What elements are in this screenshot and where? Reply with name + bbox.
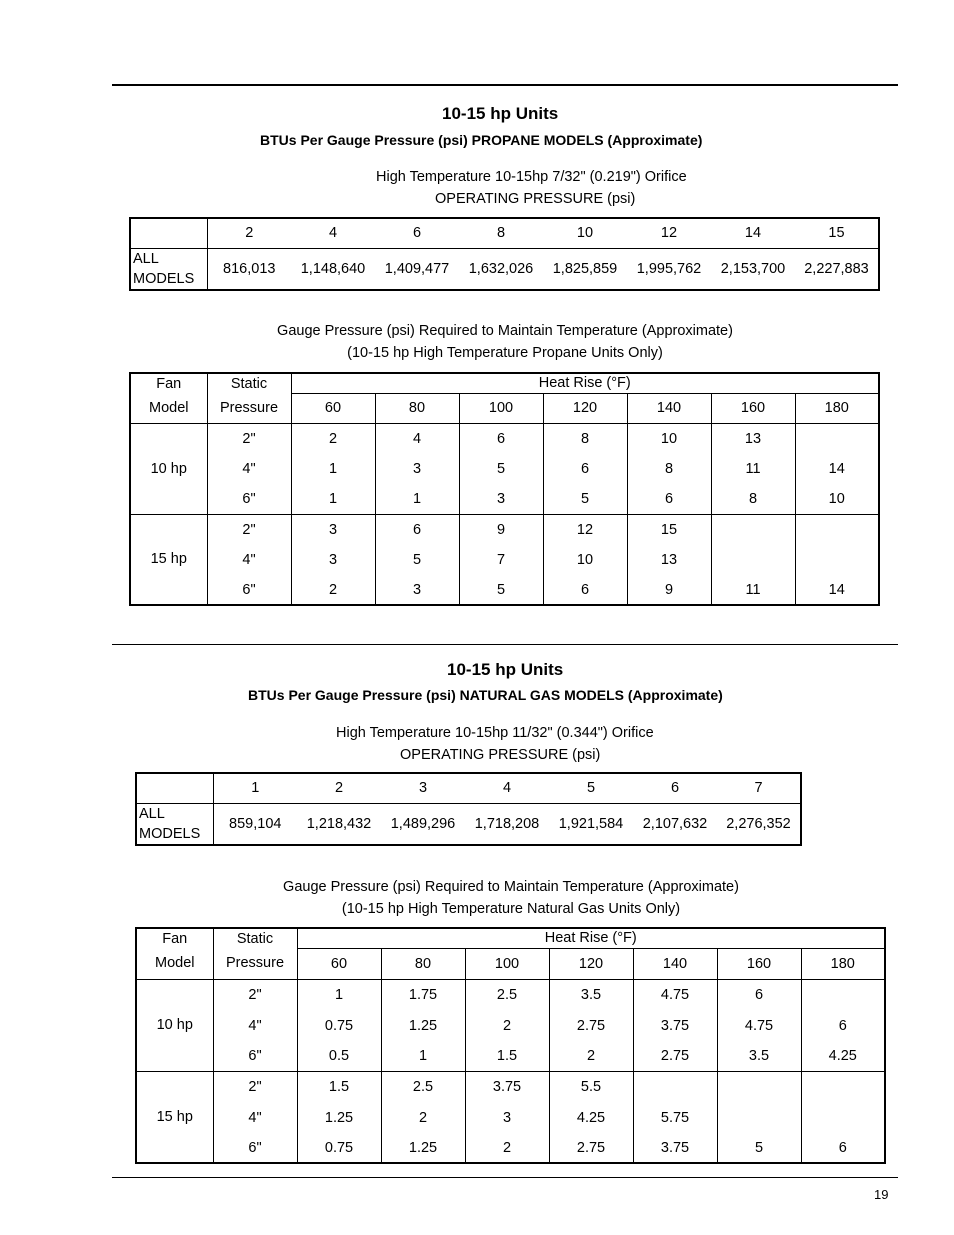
heat-rise-value: 160 (711, 393, 795, 423)
table-row (136, 979, 885, 1010)
gauge-value: 5 (717, 1133, 801, 1163)
gauge-value: 6 (627, 484, 711, 514)
gauge-value: 0.75 (297, 1133, 381, 1163)
heat-rise-value: 100 (459, 393, 543, 423)
gauge-value (801, 1102, 885, 1133)
gauge-value: 1.25 (381, 1133, 465, 1163)
natural-gas-btu-value-row (136, 803, 801, 845)
table-row (136, 1071, 885, 1102)
heat-rise-value: 120 (543, 393, 627, 423)
natural-gas-orifice-line: High Temperature 10-15hp 11/32" (0.344") Orifice (336, 725, 654, 741)
gauge-value: 2 (291, 423, 375, 454)
gauge-value: 2.75 (549, 1010, 633, 1041)
gauge-value: 14 (795, 575, 879, 605)
heat-rise-value: 180 (801, 948, 885, 979)
fan-header: Fan (156, 375, 182, 392)
btu-value: 2,276,352 (726, 815, 791, 832)
propane-btu-table (129, 217, 880, 291)
gauge-value: 2.5 (381, 1071, 465, 1102)
btu-value: 1,632,026 (468, 260, 534, 277)
table-row (130, 575, 879, 605)
model-header: Model (136, 948, 213, 979)
page-number: 19 (874, 1187, 889, 1202)
gauge-value: 1 (375, 484, 459, 514)
gauge-value: 6 (801, 1010, 885, 1041)
propane-gauge-header-row-2 (130, 393, 879, 423)
static-pressure-cell: 4" (213, 1102, 297, 1133)
gauge-value: 7 (459, 545, 543, 575)
table-row (136, 1102, 885, 1133)
propane-orifice-line: High Temperature 10-15hp 7/32" (0.219") Orifice (376, 169, 687, 185)
heat-rise-value: 60 (297, 948, 381, 979)
gauge-value: 3 (459, 484, 543, 514)
propane-operating-pressure-label: OPERATING PRESSURE (psi) (435, 191, 636, 207)
heat-rise-value: 80 (375, 393, 459, 423)
table-row (130, 514, 879, 545)
gauge-value (795, 545, 879, 575)
btu-value: 1,218,432 (306, 815, 372, 832)
gauge-value: 1.5 (297, 1071, 381, 1102)
gauge-value: 4.75 (717, 1010, 801, 1041)
static-header: Static (207, 373, 291, 393)
gauge-value: 1 (291, 454, 375, 484)
btu-value: 816,013 (207, 248, 291, 290)
gauge-value: 13 (627, 545, 711, 575)
static-pressure-cell: 6" (213, 1041, 297, 1071)
gauge-value (711, 545, 795, 575)
heat-rise-value: 140 (633, 948, 717, 979)
pressure-header: 4 (291, 218, 375, 248)
gauge-value: 3 (375, 575, 459, 605)
btu-value: 1,148,640 (300, 260, 366, 277)
gauge-value (717, 1102, 801, 1133)
gauge-value: 3.75 (465, 1071, 549, 1102)
btu-value: 2,107,632 (642, 815, 708, 832)
gauge-value: 1 (297, 979, 381, 1010)
gauge-value: 1.25 (381, 1010, 465, 1041)
all-models-line1: ALL (133, 250, 159, 267)
gauge-value: 6 (543, 575, 627, 605)
table-row (136, 1041, 885, 1071)
pressure-header: 14 (711, 218, 795, 248)
btu-value: 2,153,700 (720, 260, 786, 277)
gauge-value: 2 (549, 1041, 633, 1071)
heat-rise-value: 120 (549, 948, 633, 979)
btu-value: 1,409,477 (384, 260, 450, 277)
gauge-value: 3 (375, 454, 459, 484)
gauge-value: 3 (291, 514, 375, 545)
static-pressure-cell: 2" (207, 514, 291, 545)
fan-header: Fan (162, 930, 188, 947)
gauge-value (711, 514, 795, 545)
natural-gas-gauge-caption-line2: (10-15 hp High Temperature Natural Gas Units Only) (341, 901, 681, 917)
gauge-value: 6 (801, 1133, 885, 1163)
pressure-header: Pressure (207, 393, 291, 423)
fan-model-cell: 15 hp (136, 1071, 213, 1163)
gauge-value (795, 423, 879, 454)
gauge-value: 3.5 (549, 979, 633, 1010)
btu-value: 1,718,208 (474, 815, 540, 832)
propane-btu-value-row (130, 248, 879, 290)
heat-rise-header: Heat Rise (°F) (297, 928, 885, 948)
gauge-value: 5 (459, 454, 543, 484)
static-pressure-cell: 4" (207, 545, 291, 575)
gauge-value: 15 (627, 514, 711, 545)
gauge-value: 2.75 (549, 1133, 633, 1163)
fan-model-cell: 10 hp (156, 1017, 193, 1033)
gauge-value: 5 (375, 545, 459, 575)
gauge-value: 2 (465, 1010, 549, 1041)
static-pressure-cell: 6" (213, 1133, 297, 1163)
heat-rise-value: 160 (717, 948, 801, 979)
table-row (130, 454, 879, 484)
gauge-value: 6 (375, 514, 459, 545)
gauge-value: 4.75 (633, 979, 717, 1010)
gauge-value: 2.75 (633, 1041, 717, 1071)
section-divider (112, 644, 898, 645)
natural-gas-orifice-caption (336, 722, 654, 766)
static-pressure-cell: 2" (213, 979, 297, 1010)
gauge-value: 6 (459, 423, 543, 454)
gauge-value: 2.5 (465, 979, 549, 1010)
gauge-value: 1 (381, 1041, 465, 1071)
gauge-value: 3 (465, 1102, 549, 1133)
gauge-value: 11 (711, 454, 795, 484)
gauge-value: 1.75 (381, 979, 465, 1010)
table-row (130, 423, 879, 454)
gauge-value: 1.5 (465, 1041, 549, 1071)
pressure-header: 6 (633, 773, 717, 803)
gauge-value: 10 (543, 545, 627, 575)
pressure-header: 2 (207, 218, 291, 248)
gauge-value: 4.25 (549, 1102, 633, 1133)
pressure-header: 2 (297, 773, 381, 803)
gauge-value: 6 (543, 454, 627, 484)
natural-gas-btu-table (135, 772, 802, 846)
static-pressure-cell: 6" (207, 484, 291, 514)
pressure-header: 3 (381, 773, 465, 803)
gauge-value: 3.75 (633, 1133, 717, 1163)
model-header: Model (130, 393, 207, 423)
gauge-value: 5.5 (549, 1071, 633, 1102)
pressure-header: 4 (465, 773, 549, 803)
propane-gauge-caption (0, 320, 954, 364)
heat-rise-value: 60 (291, 393, 375, 423)
fan-model-cell: 10 hp (150, 460, 187, 477)
gauge-value: 9 (459, 514, 543, 545)
static-pressure-cell: 4" (207, 454, 291, 484)
propane-gauge-table (129, 372, 880, 606)
btu-value: 859,104 (213, 803, 297, 845)
propane-btu-header-row (130, 218, 879, 248)
gauge-value (717, 1071, 801, 1102)
gauge-value: 13 (711, 423, 795, 454)
propane-gauge-header-row-1 (130, 373, 879, 393)
gauge-value: 2 (381, 1102, 465, 1133)
gauge-value: 1.25 (297, 1102, 381, 1133)
natural-gas-operating-pressure-label: OPERATING PRESSURE (psi) (400, 747, 601, 763)
gauge-value (795, 514, 879, 545)
propane-btu-corner-cell (130, 218, 207, 248)
gauge-value: 4.25 (801, 1041, 885, 1071)
all-models-line2: MODELS (139, 825, 201, 842)
btu-value: 1,825,859 (552, 260, 618, 277)
propane-gauge-caption-line2: (10-15 hp High Temperature Propane Units Only) (347, 345, 663, 361)
heat-rise-value: 100 (465, 948, 549, 979)
btu-value: 2,227,883 (804, 260, 869, 277)
static-pressure-cell: 6" (207, 575, 291, 605)
gauge-value: 3.75 (633, 1010, 717, 1041)
gauge-value: 5.75 (633, 1102, 717, 1133)
propane-section-title: 10-15 hp Units (442, 104, 559, 123)
gauge-value (801, 979, 885, 1010)
heat-rise-value: 80 (381, 948, 465, 979)
natural-gas-gauge-header-row-1 (136, 928, 885, 948)
propane-orifice-caption (376, 166, 687, 210)
table-row (136, 1010, 885, 1041)
gauge-value: 8 (543, 423, 627, 454)
gauge-value: 8 (627, 454, 711, 484)
heat-rise-value: 140 (627, 393, 711, 423)
natural-gas-gauge-caption (0, 876, 954, 920)
pressure-header: 10 (543, 218, 627, 248)
gauge-value: 2 (291, 575, 375, 605)
pressure-header: 5 (549, 773, 633, 803)
all-models-line2: MODELS (133, 270, 195, 287)
gauge-value (633, 1071, 717, 1102)
gauge-value: 0.5 (297, 1041, 381, 1071)
gauge-value: 5 (459, 575, 543, 605)
pressure-header: Pressure (213, 948, 297, 979)
pressure-header: 1 (213, 773, 297, 803)
table-row (130, 545, 879, 575)
all-models-line1: ALL (139, 805, 165, 822)
gauge-value: 0.75 (297, 1010, 381, 1041)
natural-gas-section-title: 10-15 hp Units (447, 660, 564, 679)
table-row (136, 1133, 885, 1163)
propane-gauge-caption-line1: Gauge Pressure (psi) Required to Maintain Temperature (Approximate) (277, 323, 733, 339)
natural-gas-btu-corner-cell (136, 773, 213, 803)
gauge-value: 12 (543, 514, 627, 545)
natural-gas-gauge-caption-line1: Gauge Pressure (psi) Required to Maintain Temperature (Approximate) (283, 879, 739, 895)
static-pressure-cell: 2" (213, 1071, 297, 1102)
heat-rise-value: 180 (795, 393, 879, 423)
all-models-label (136, 803, 213, 845)
gauge-value: 10 (627, 423, 711, 454)
btu-value: 1,921,584 (558, 815, 624, 832)
natural-gas-gauge-header-row-2 (136, 948, 885, 979)
gauge-value: 2 (465, 1133, 549, 1163)
gauge-value: 8 (711, 484, 795, 514)
natural-gas-gauge-table (135, 927, 886, 1164)
gauge-value: 6 (717, 979, 801, 1010)
btu-value: 1,995,762 (636, 260, 702, 277)
btu-value: 1,489,296 (390, 815, 456, 832)
top-rule (112, 84, 898, 86)
heat-rise-header: Heat Rise (°F) (291, 373, 879, 393)
gauge-value: 4 (375, 423, 459, 454)
natural-gas-section-subtitle: BTUs Per Gauge Pressure (psi) NATURAL GAS MODELS (Approximate) (248, 687, 723, 703)
static-header: Static (213, 928, 297, 948)
pressure-header: 8 (459, 218, 543, 248)
natural-gas-btu-header-row (136, 773, 801, 803)
pressure-header: 12 (627, 218, 711, 248)
gauge-value: 3.5 (717, 1041, 801, 1071)
gauge-value: 3 (291, 545, 375, 575)
table-row (130, 484, 879, 514)
propane-section-subtitle: BTUs Per Gauge Pressure (psi) PROPANE MODELS (Approximate) (260, 132, 703, 148)
gauge-value: 5 (543, 484, 627, 514)
gauge-value: 14 (795, 454, 879, 484)
fan-model-cell: 15 hp (130, 514, 207, 605)
pressure-header: 6 (375, 218, 459, 248)
gauge-value: 9 (627, 575, 711, 605)
gauge-value: 10 (795, 484, 879, 514)
all-models-label (130, 248, 207, 290)
pressure-header: 7 (717, 773, 801, 803)
pressure-header: 15 (795, 218, 879, 248)
gauge-value: 1 (291, 484, 375, 514)
gauge-value: 11 (711, 575, 795, 605)
static-pressure-cell: 4" (213, 1010, 297, 1041)
gauge-value (801, 1071, 885, 1102)
footer-rule (112, 1177, 898, 1178)
static-pressure-cell: 2" (207, 423, 291, 454)
